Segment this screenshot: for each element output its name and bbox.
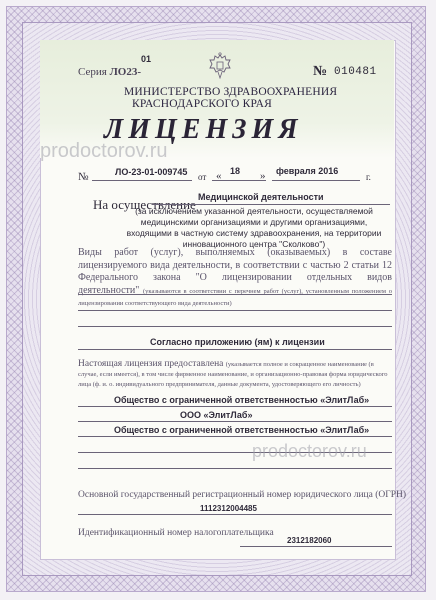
organization-full-name-repeat: Общество с ограниченной ответственностью «ЭлитЛаб» [114, 425, 370, 435]
series-code: ЛО23- [109, 66, 141, 78]
ogrn-label: Основной государственный регистрационный номер юридического лица (ОГРН) [78, 490, 407, 500]
issued-to-description [78, 359, 392, 389]
license-number: ЛО-23-01-009745 [115, 167, 188, 177]
activity-label: На осуществление [93, 197, 196, 212]
quote-open: « [216, 170, 222, 182]
license-number-sign: № [78, 171, 89, 183]
activity-exception: (за исключением указанной деятельности, осуществляемой медицинскими организациями и другими организациями, входящими в частную систему здравоохранения, на территории инновационного центра "Сколково") [126, 206, 382, 249]
underline [78, 514, 392, 515]
underline [78, 468, 392, 469]
year-suffix: г. [366, 172, 371, 182]
underline [240, 546, 392, 547]
date-from-label: от [198, 172, 207, 182]
issued-text: Настоящая лицензия предоставлена [78, 359, 224, 369]
form-number: 010481 [334, 66, 377, 78]
underline [92, 180, 192, 181]
series-number: 01 [141, 54, 152, 64]
underline [78, 310, 392, 311]
underline [78, 349, 392, 350]
underline [272, 180, 360, 181]
number-sign: № [313, 64, 328, 79]
ministry-name-line2: КРАСНОДАРСКОГО КРАЯ [132, 98, 272, 110]
works-text: Виды работ (услуг), выполняемых (оказываемых) в составе лицензируемого вида деятельности, в соответствии с частью 2 статьи 12 Федерального закона "О лицензировании отдельных видов деятельности" [78, 247, 392, 296]
underline [212, 180, 266, 181]
underline [78, 294, 392, 295]
underline [78, 326, 392, 327]
quote-close: » [260, 170, 266, 182]
inn-value: 2312182060 [287, 536, 332, 545]
ministry-name-line1: МИНИСТЕРСТВО ЗДРАВООХРАНЕНИЯ [124, 86, 338, 98]
coat-of-arms-icon [208, 52, 232, 80]
underline [78, 406, 392, 407]
underline [78, 421, 392, 422]
ogrn-value: 1112312004485 [200, 504, 257, 513]
organization-full-name: Общество с ограниченной ответственностью «ЭлитЛаб» [114, 395, 370, 405]
organization-short-name: ООО «ЭлитЛаб» [180, 410, 253, 420]
works-description [78, 247, 392, 310]
issued-note: (указывается полное и сокращенное наименование (в случае, если имеется), в том числе фирменное наименование, и организационно-правовая форма юридического лица (ф. и. о. индивидуального предпринимателя, данные документа, удостоверяющего его личность) [78, 361, 388, 388]
document-title: ЛИЦЕНЗИЯ [104, 114, 303, 145]
license-month-year: февраля 2016 [276, 166, 339, 176]
appendix-reference: Согласно приложению (ям) к лицензии [150, 337, 325, 347]
series-label: Серия ЛО23- [78, 66, 141, 78]
watermark: prodoctorov.ru [252, 441, 367, 461]
activity-type: Медицинской деятельности [198, 192, 324, 202]
underline [152, 204, 390, 205]
inn-label: Идентификационный номер налогоплательщика [78, 528, 274, 538]
license-day: 18 [230, 166, 241, 176]
watermark: prodoctorov.ru [40, 140, 168, 162]
underline [78, 436, 392, 437]
works-note: (указываются в соответствии с перечнем работ (услуг), установленным положением о лицензировании соответствующего вида деятельности) [78, 287, 392, 307]
